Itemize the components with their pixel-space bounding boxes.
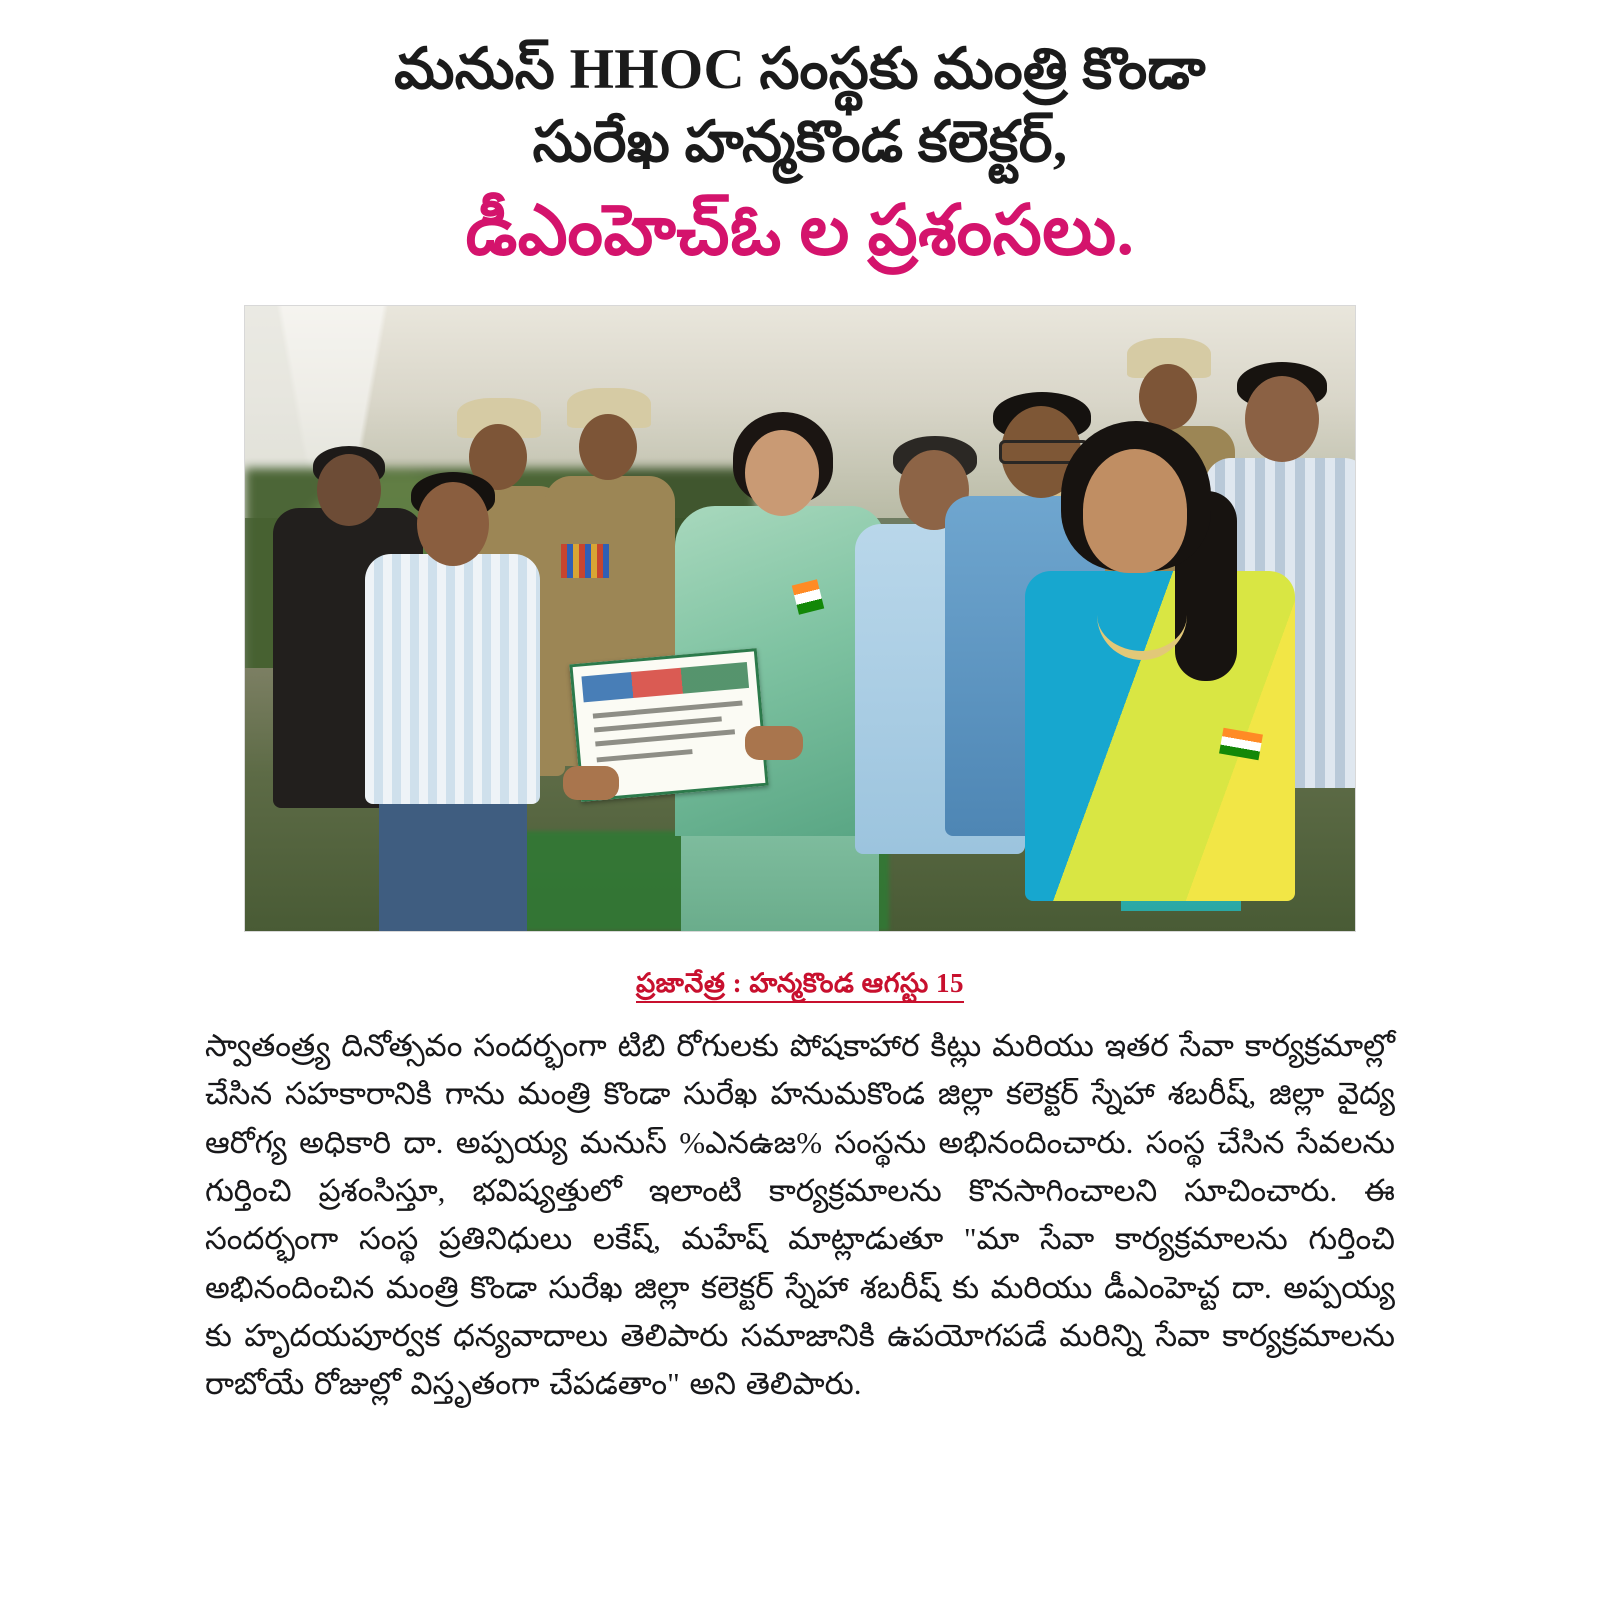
headline-line-1: మనుస్ HHOC సంస్థకు మంత్రి కొండా bbox=[394, 38, 1206, 101]
certificate-text-line bbox=[594, 716, 722, 732]
photo-scene bbox=[245, 306, 1355, 931]
head bbox=[1083, 449, 1187, 573]
person-representative-checked-shirt bbox=[365, 436, 545, 931]
medal-ribbons bbox=[561, 544, 609, 578]
hand-right bbox=[745, 726, 803, 760]
head bbox=[579, 414, 637, 480]
headline-line-2: సురేఖ హన్మకొండ కలెక్టర్, bbox=[532, 110, 1068, 174]
hand-left bbox=[563, 766, 619, 800]
head bbox=[417, 482, 489, 566]
certificate-text-line bbox=[597, 749, 693, 762]
byline-text: ప్రజానేత్ర : హన్మకొండ ఆగస్టు 15 bbox=[636, 968, 964, 1003]
certificate-header-band bbox=[581, 662, 749, 702]
article-body bbox=[205, 1022, 1395, 1409]
checked-shirt-torso bbox=[365, 554, 540, 804]
trousers bbox=[379, 796, 527, 931]
byline bbox=[0, 968, 1600, 1006]
head bbox=[745, 430, 819, 516]
headline-line-3: డీఎంహెచ్ఓ ల ప్రశంసలు. bbox=[465, 192, 1135, 270]
page-headline bbox=[0, 0, 1600, 277]
news-photo bbox=[244, 305, 1356, 932]
person-minister-konda-surekha bbox=[1025, 411, 1305, 931]
certificate-text-line bbox=[595, 729, 735, 746]
article-paragraph: స్వాతంత్ర్య దినోత్సవం సందర్భంగా టిబి రోగులకు పోషకాహార కిట్లు మరియు ఇతర సేవా కార్యక్రమాల్లో చేసిన సహకారానికి గాను మంత్రి కొండా సురేఖ హనుమకొండ జిల్లా కలెక్టర్ స్నేహా శబరీష్, జిల్లా వైద్య ఆరోగ్య అధికారి దా. అప్పయ్య మనుస్ %ఎనఉజ% సంస్థను అభినందించారు. సంస్థ చేసిన సేవలను గుర్తించి ప్రశంసిస్తూ, భవిష్యత్తులో ఇలాంటి కార్యక్రమాలను కొనసాగించాలని సూచించారు. ఈ సందర్భంగా సంస్థ ప్రతినిధులు లకేష్, మహేష్ మాట్లాడుతూ "మా సేవా కార్యక్రమాలను గుర్తించి అభినందించిన మంత్రి కొండా సురేఖ జిల్లా కలెక్టర్ స్నేహా శబరీష్ కు మరియు డీఎంహెచ్ట దా. అప్పయ్య కు హృదయపూర్వక ధన్యవాదాలు తెలిపారు సమాజానికి ఉపయోగపడే మరిన్ని సేవా కార్యక్రమాలను రాబోయే రోజుల్లో విస్తృతంగా చేపడతాం" అని తెలిపారు. bbox=[205, 1027, 1395, 1402]
